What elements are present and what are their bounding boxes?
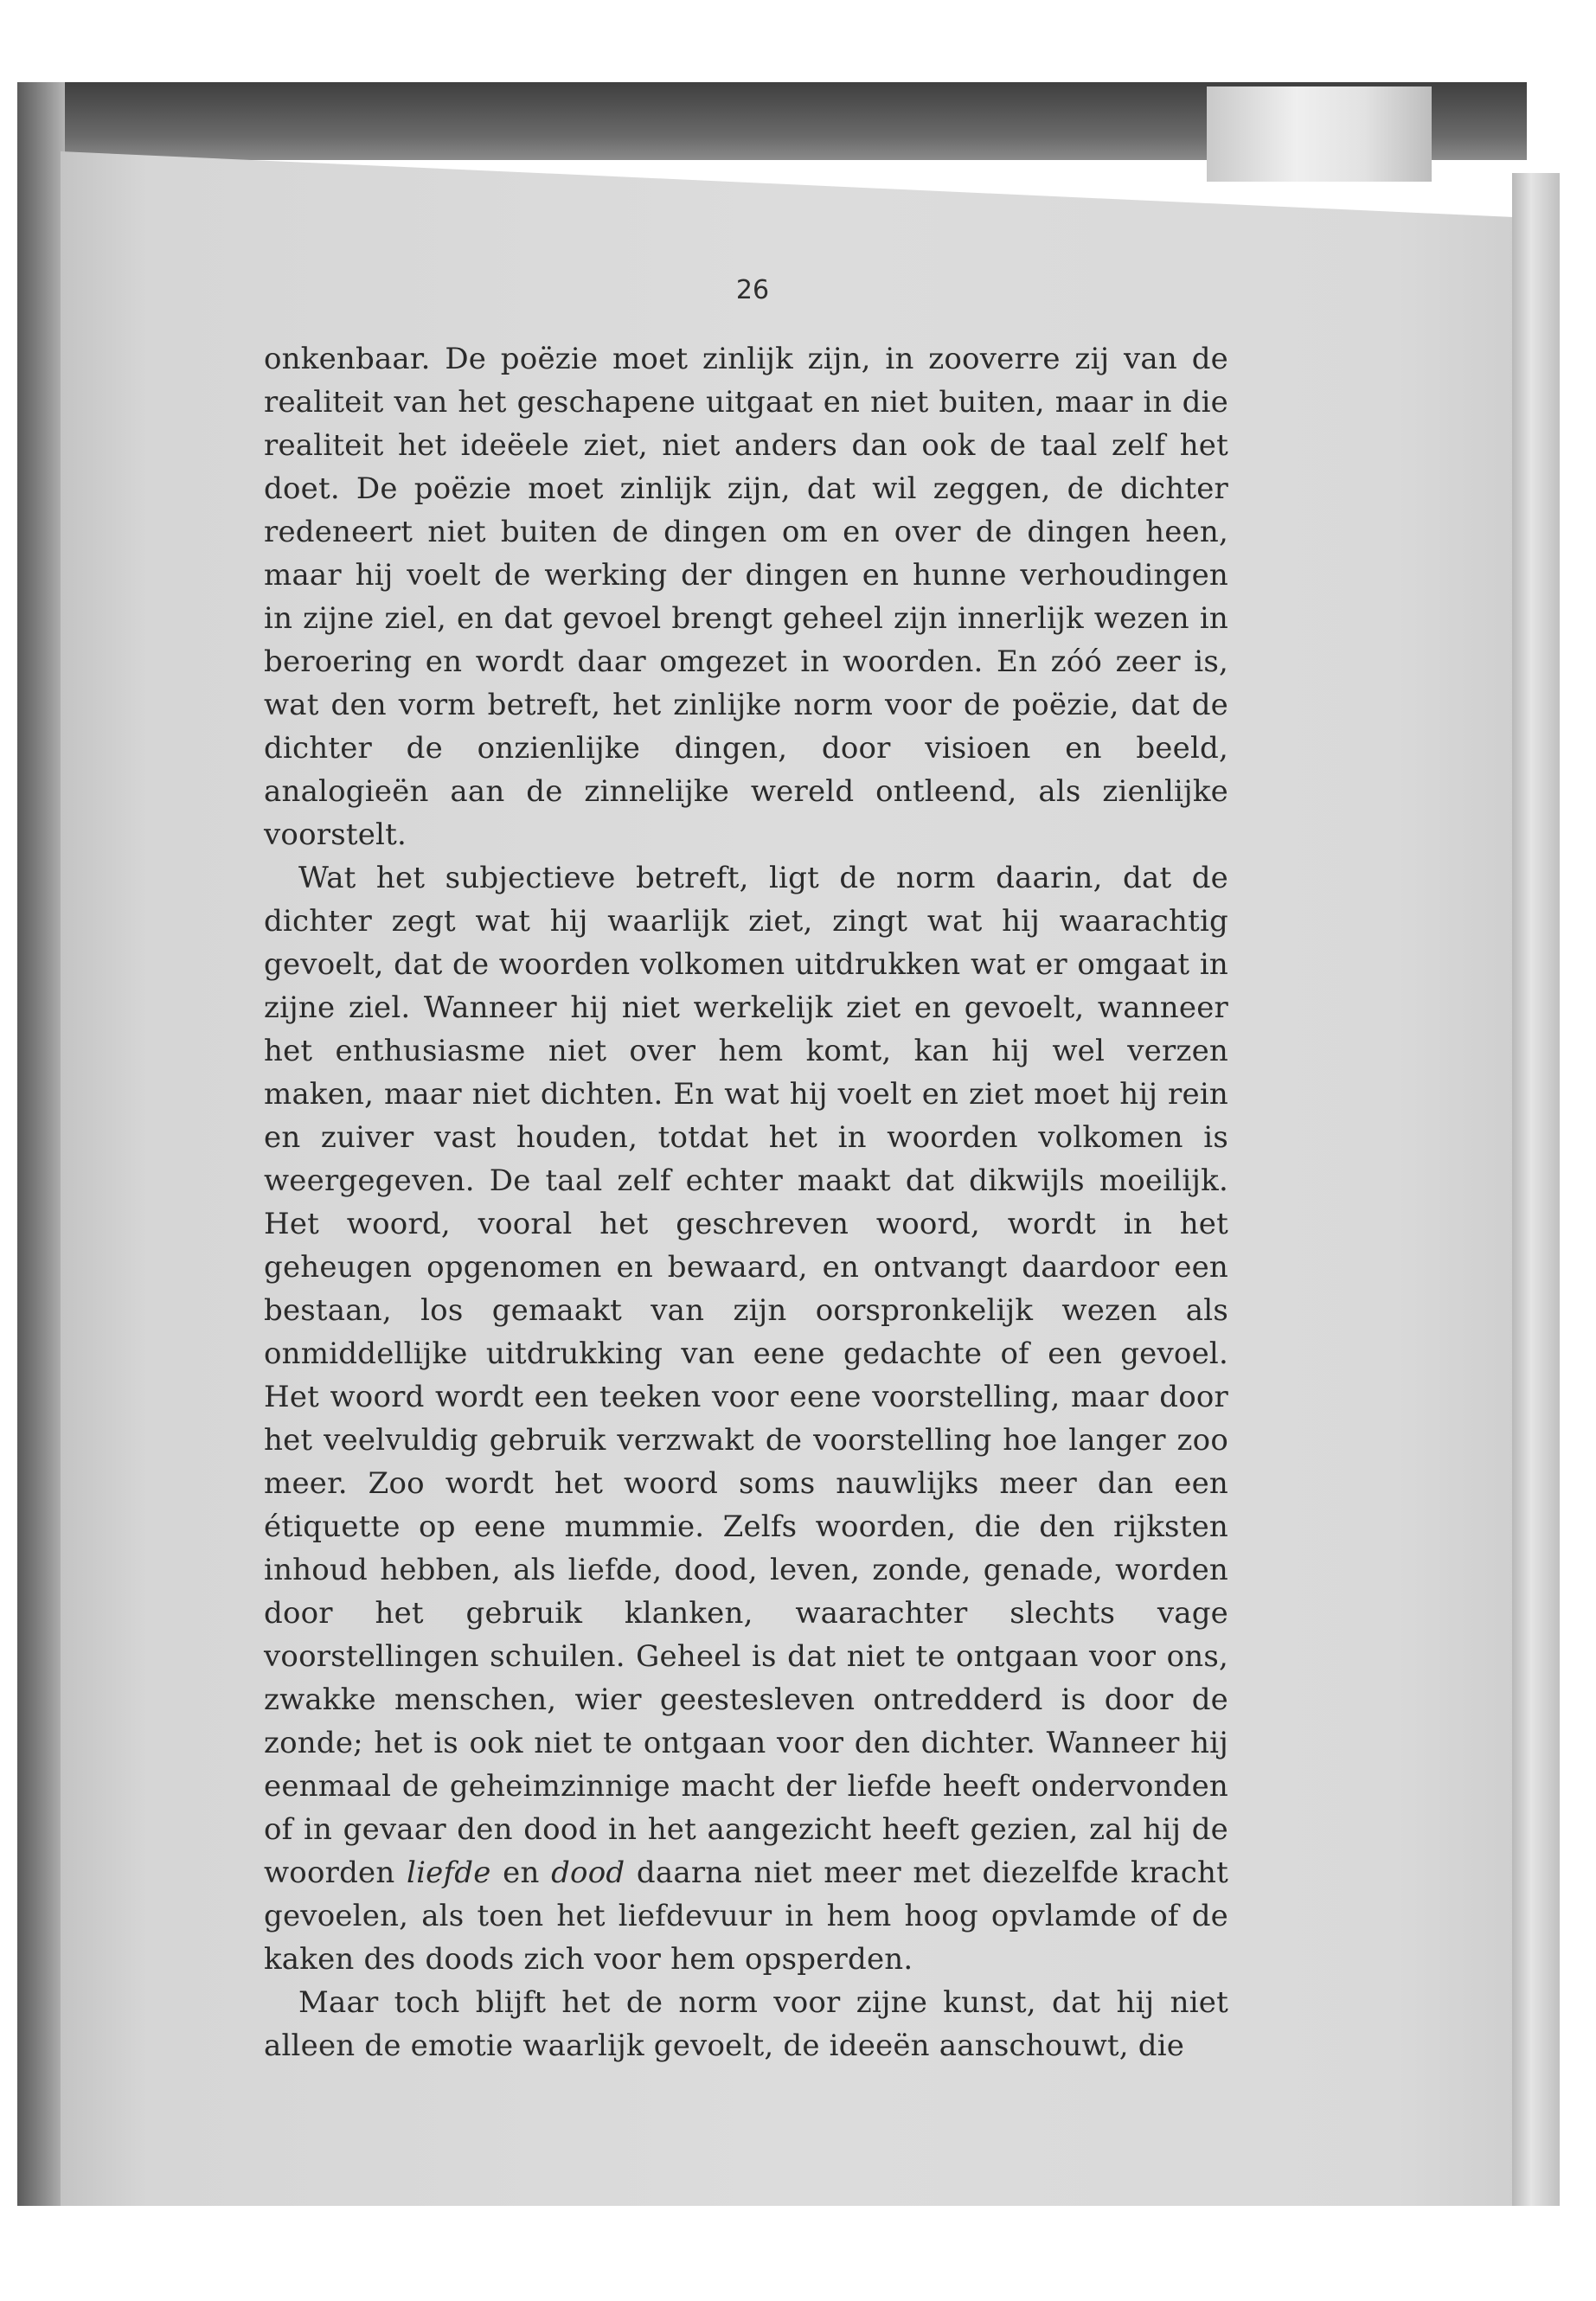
paragraph-3: Maar toch blijft het de norm voor zijne kunst, dat hij niet alleen de emotie waarlijk gevoelt, de ideeën aanschouwt, die (264, 1985, 1228, 2063)
body-text (264, 337, 1228, 2067)
paragraph-2 (264, 856, 1228, 1981)
scanner-glare (1207, 87, 1432, 182)
scanner-shadow-left (17, 82, 65, 2206)
paragraph-2-part-a: Wat het subjectieve betreft, ligt de norm daarin, dat de dichter zegt wat hij waarlijk ziet, zingt wat hij waarachtig gevoelt, dat de woorden volkomen uitdrukken wat er omgaat in zijne ziel. Wanneer hij niet werkelijk ziet en gevoelt, wanneer het enthusiasme niet over hem komt, kan hij wel verzen maken, maar niet dichten. En wat hij voelt en ziet moet hij rein en zuiver vast houden, totdat het in woorden volkomen is weergegeven. De taal zelf echter maakt dat dikwijls moeilijk. Het woord, vooral het geschreven woord, wordt in het geheugen opgenomen en bewaard, en ontvangt daardoor een bestaan, los gemaakt van zijn oorspronkelijk wezen als onmiddellijke uitdrukking van eene gedachte of een gevoel. Het woord wordt een teeken voor eene voorstelling, maar door het veelvuldig gebruik verzwakt de voorstelling hoe langer zoo meer. Zoo wordt het woord soms nauwlijks meer dan een étiquette op eene mummie. Zelfs woorden, die den rijksten inhoud hebben, als liefde, dood, leven, zonde, genade, worden door het gebruik klanken, waarachter slechts vage voorstellingen schuilen. Geheel is dat niet te ontgaan voor ons, zwakke menschen, wier geestesleven ontredderd is door de zonde; het is ook niet te ontgaan voor den dichter. Wanneer hij eenmaal de geheimzinnige macht der liefde heeft ondervonden of in gevaar den dood in het aangezicht heeft gezien, zal hij de woorden (264, 861, 1228, 1890)
paragraph-2-part-b: en (503, 1856, 540, 1890)
emphasis-dood: dood (551, 1856, 625, 1890)
paragraph-2-part-c: daarna niet meer met diezelfde kracht gevoelen, als toen het liefdevuur in hem hoog opvlamde of de kaken des doods zich voor hem opsperden. (264, 1856, 1228, 1977)
page-edge (1512, 173, 1560, 2206)
paragraph-1: onkenbaar. De poëzie moet zinlijk zijn, in zooverre zij van de realiteit van het geschapene uitgaat en niet buiten, maar in die realiteit het ideëele ziet, niet anders dan ook de taal zelf het doet. De poëzie moet zinlijk zijn, dat wil zeggen, de dichter redeneert niet buiten de dingen om en over de dingen heen, maar hij voelt de werking der dingen en hunne verhoudingen in zijne ziel, en dat gevoel brengt geheel zijn innerlijk wezen in beroering en wordt daar omgezet in woorden. En zóó zeer is, wat den vorm betreft, het zinlijke norm voor de poëzie, dat de dichter de onzienlijke dingen, door visioen en beeld, analogieën aan de zinnelijke wereld ontleend, als zienlijke voorstelt. (264, 342, 1228, 852)
page-number: 26 (735, 275, 770, 305)
emphasis-liefde: liefde (407, 1856, 491, 1890)
